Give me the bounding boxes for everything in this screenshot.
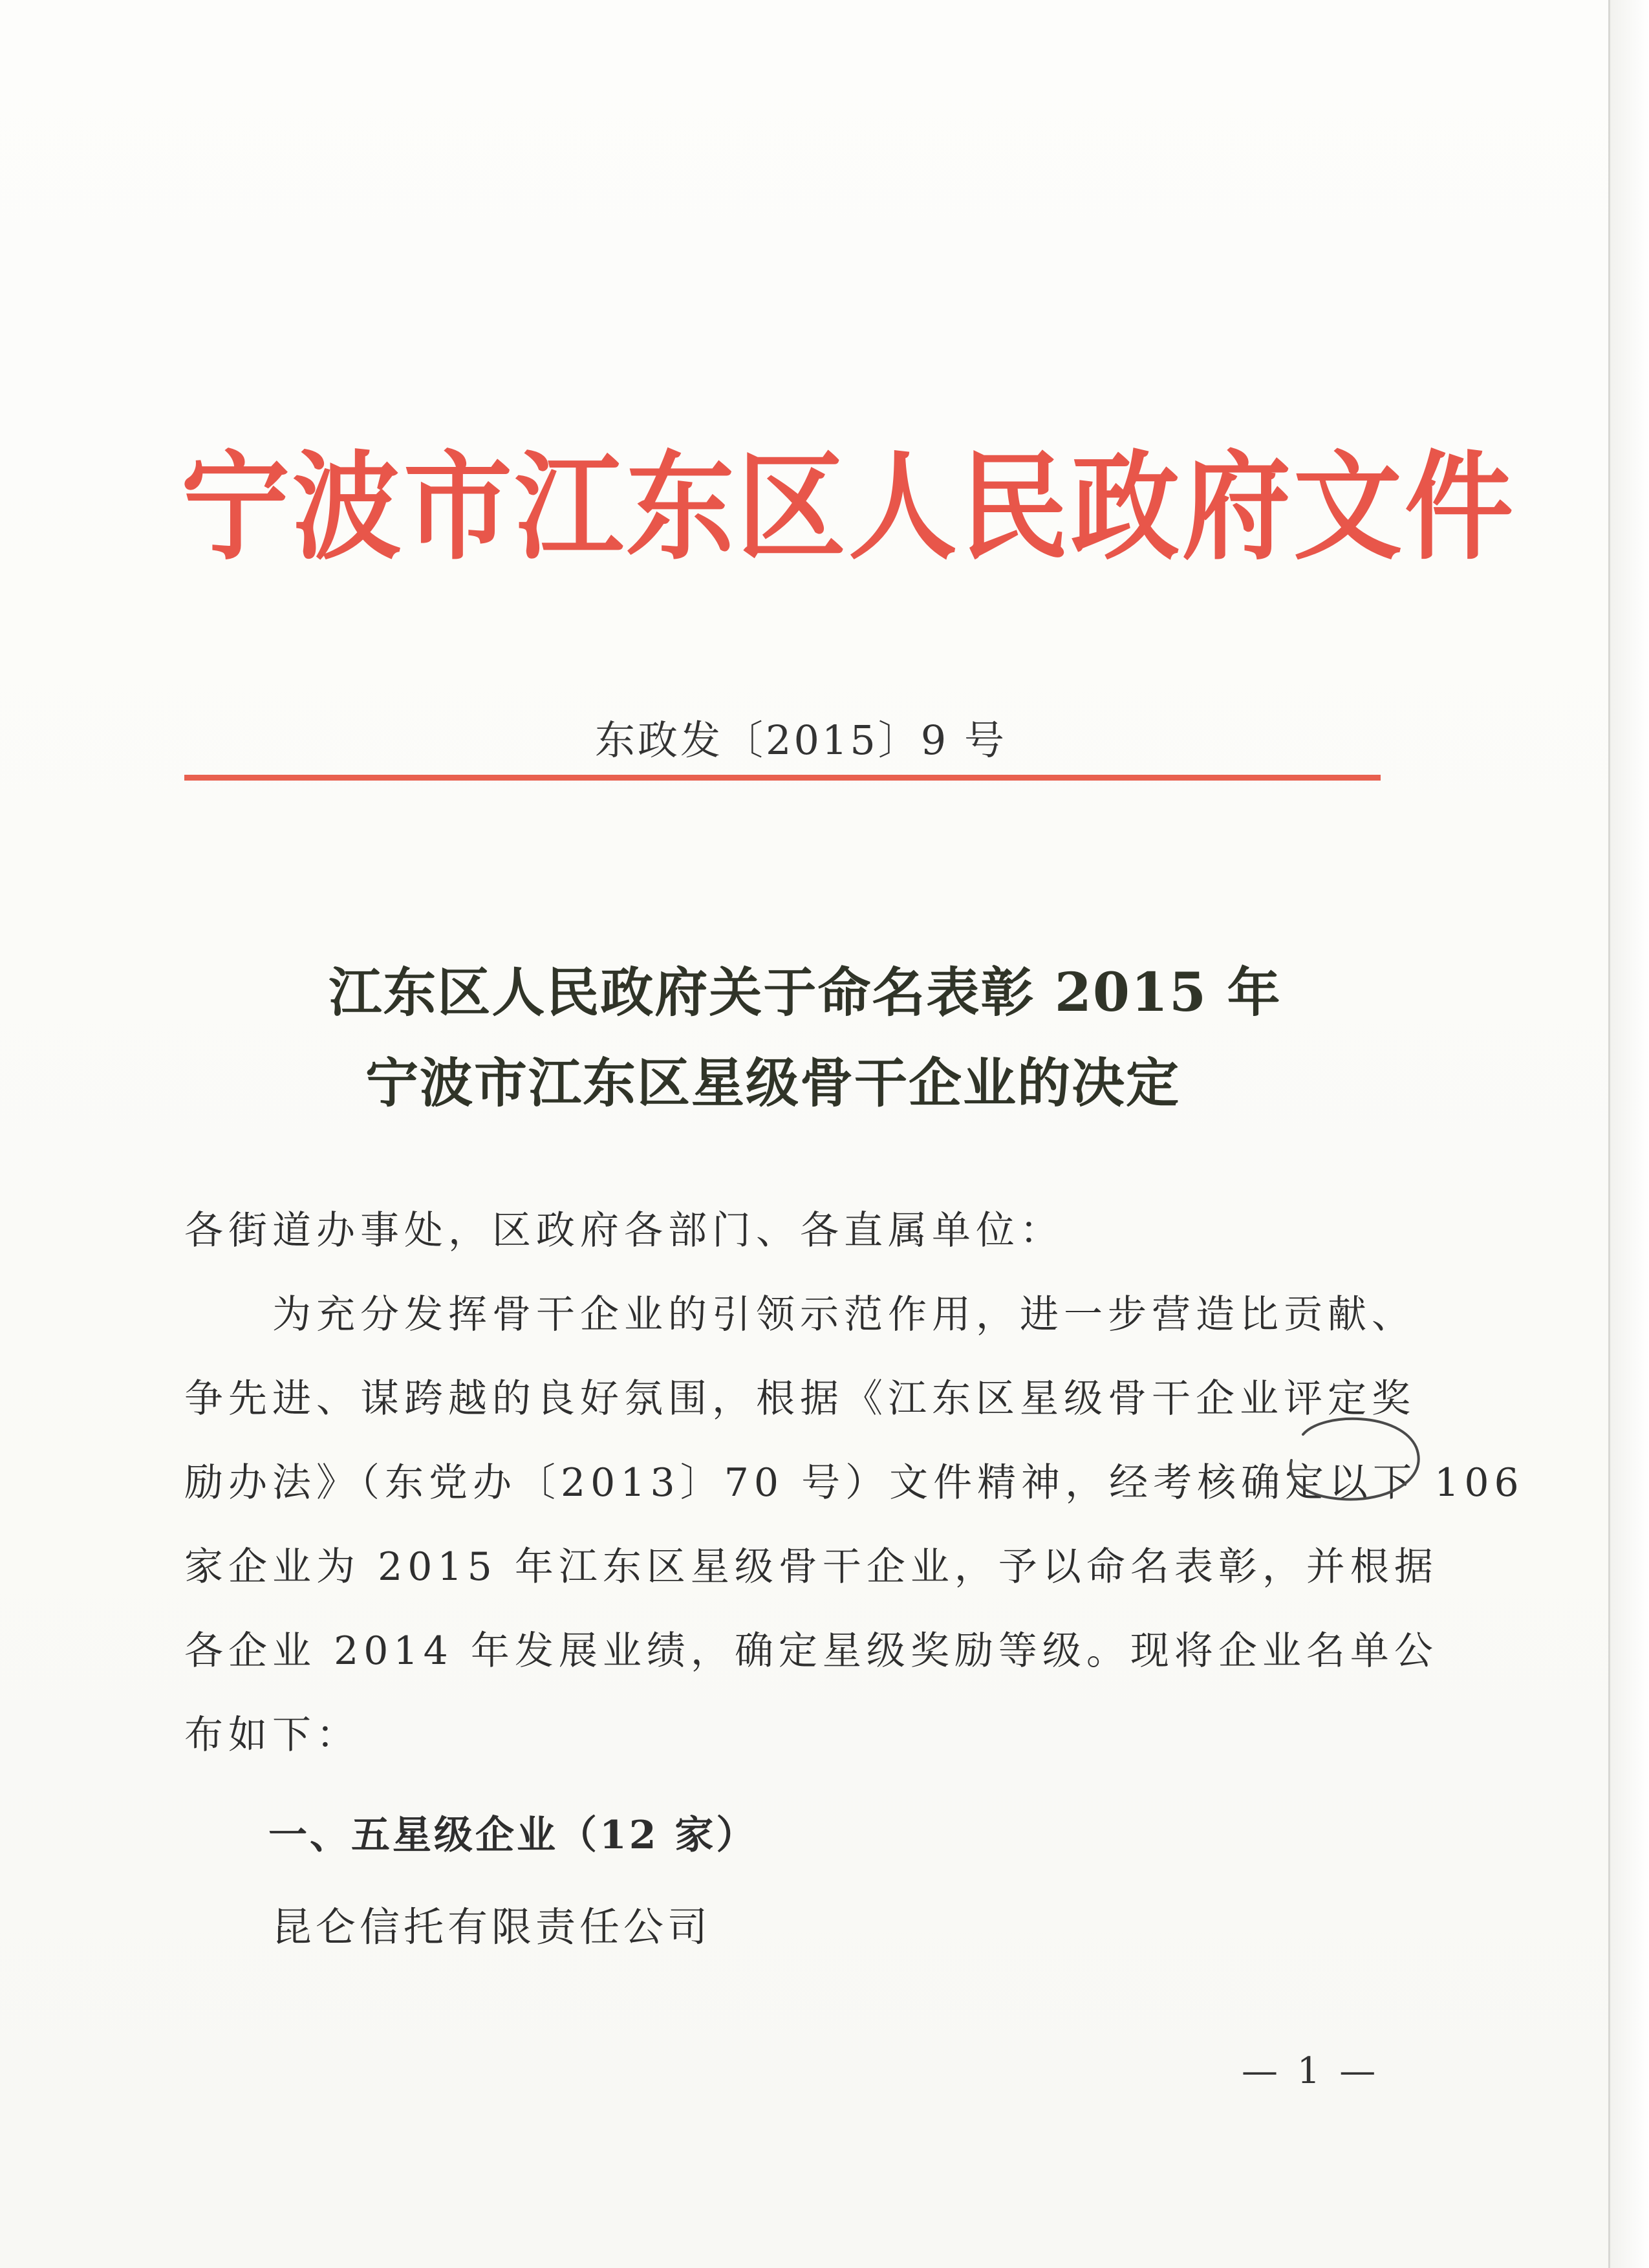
paragraph-line: 励办法》（东党办〔2013〕70 号）文件精神，经考核确定以下 106 (184, 1460, 1524, 1506)
issuer-title: 宁波市江东区人民政府文件 (181, 437, 1516, 576)
paragraph-line: 布如下： (184, 1712, 360, 1758)
paragraph-line: 为充分发挥骨干企业的引领示范作用，进一步营造比贡献、 (184, 1292, 1416, 1337)
decision-title-line-1: 江东区人民政府关于命名表彰 2015 年 (329, 962, 1282, 1024)
page-edge (1608, 0, 1649, 2268)
company-name: 昆仑信托有限责任公司 (272, 1903, 712, 1950)
decision-title-line-2: 宁波市江东区星级骨干企业的决定 (365, 1052, 1180, 1114)
page-number: — 1 — (1242, 2050, 1380, 2092)
red-divider-line (184, 775, 1381, 781)
paragraph-line: 各企业 2014 年发展业绩，确定星级奖励等级。现将企业名单公 (184, 1628, 1438, 1674)
paragraph-line: 争先进、谋跨越的良好氛围，根据《江东区星级骨干企业评定奖 (184, 1376, 1416, 1421)
paragraph-line: 家企业为 2015 年江东区星级骨干企业，予以命名表彰，并根据 (184, 1544, 1438, 1590)
salutation: 各街道办事处，区政府各部门、各直属单位： (184, 1208, 1064, 1253)
section-heading-five-star: 一、五星级企业（12 家） (268, 1813, 758, 1858)
document-number: 东政发〔2015〕9 号 (595, 717, 1007, 764)
handwritten-circle-mark (1277, 1409, 1426, 1506)
